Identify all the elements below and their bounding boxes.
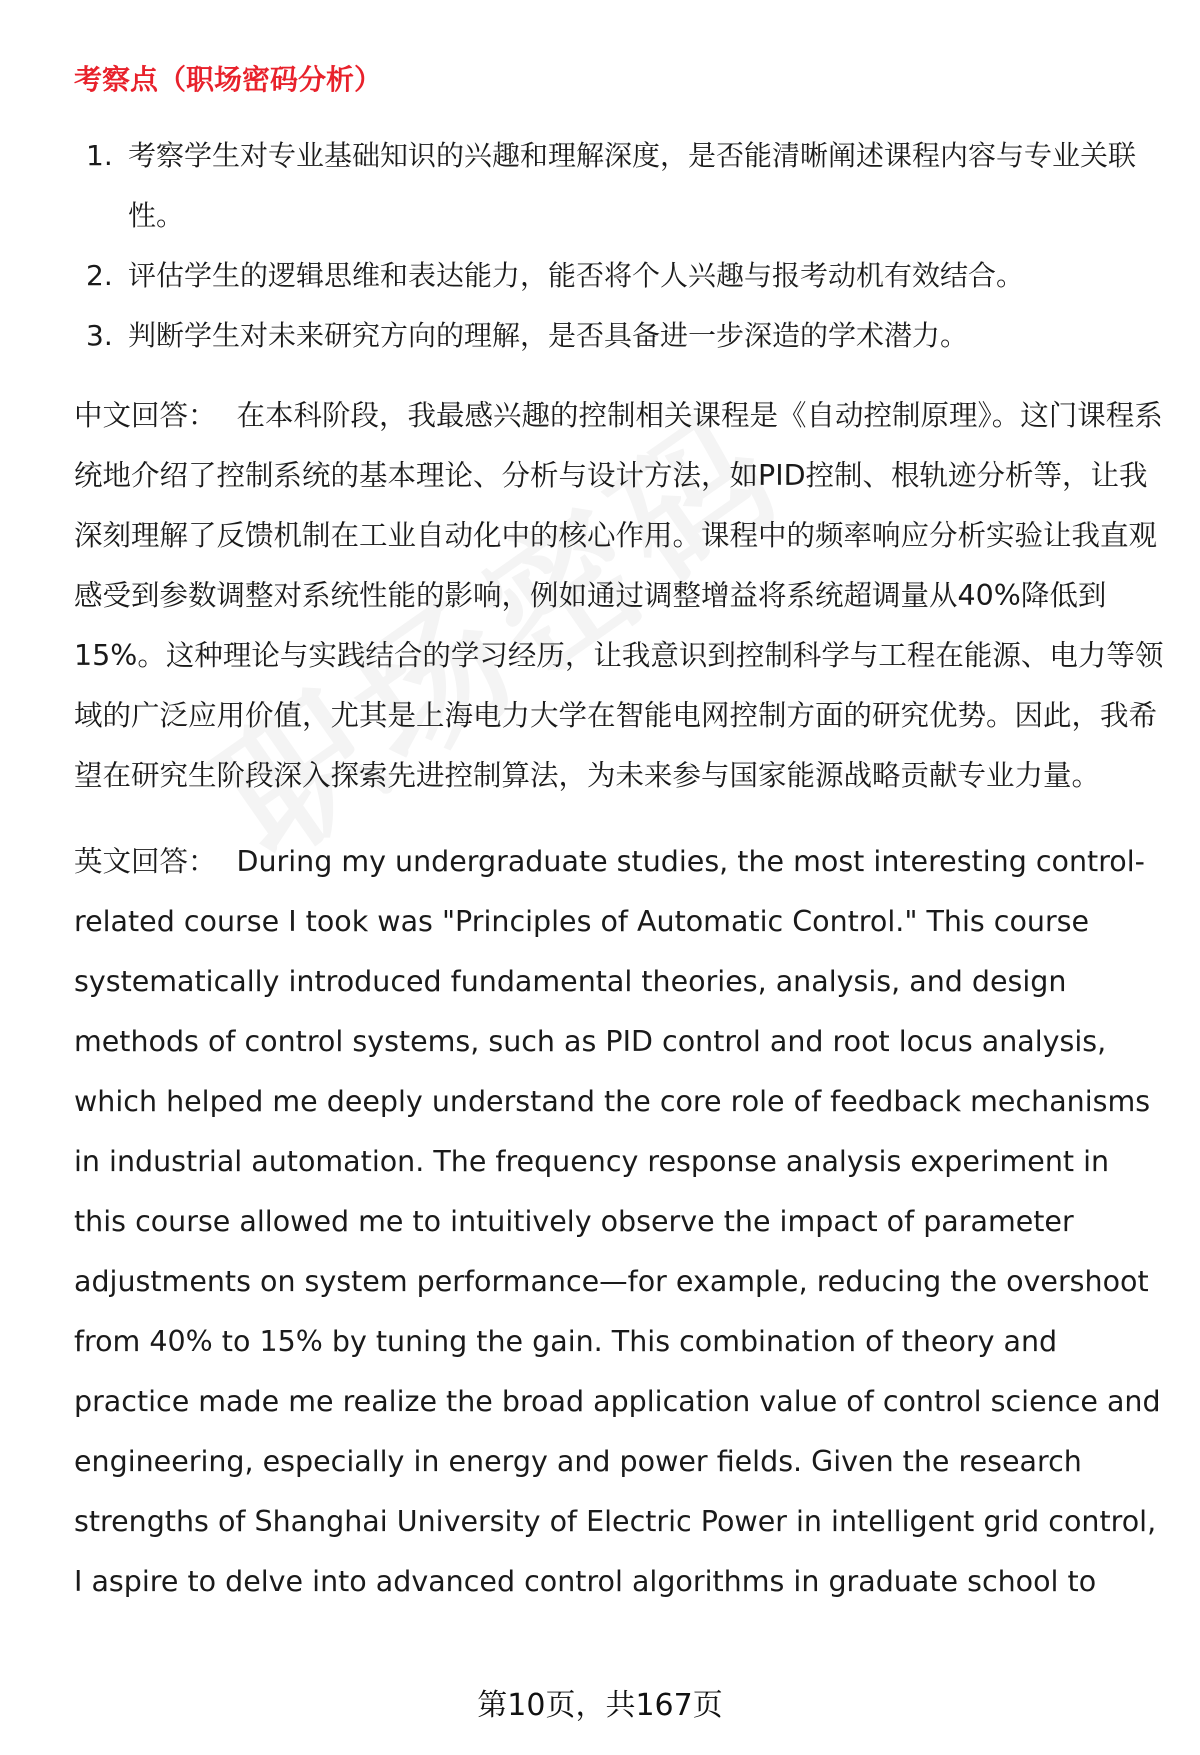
page-content — [74, 56, 1164, 1612]
list-item — [74, 306, 1164, 366]
list-item-text: 评估学生的逻辑思维和表达能力，能否将个人兴趣与报考动机有效结合。 — [128, 259, 1025, 292]
english-answer-label: 英文回答： — [74, 845, 217, 878]
section-heading: 考察点（职场密码分析） — [74, 63, 383, 96]
list-item-number: 3. — [86, 319, 113, 352]
assessment-points-list — [74, 126, 1164, 366]
page-number-footer: 第10页，共167页 — [477, 1688, 723, 1723]
list-item — [74, 246, 1164, 306]
list-item-text: 判断学生对未来研究方向的理解，是否具备进一步深造的学术潜力。 — [128, 319, 969, 352]
chinese-answer-paragraph — [74, 386, 1164, 806]
list-item-number: 1. — [86, 139, 113, 172]
list-item — [74, 126, 1164, 246]
list-item-number: 2. — [86, 259, 113, 292]
english-answer-text: During my undergraduate studies, the most interesting control-related course I took was "Principles of Automatic Control." This course systematically introduced fundamental theories, analysis, and design methods of control systems, such as PID control and root locus analysis, which helped me deeply understand the core role of feedback mechanisms in industrial automation. The frequency response analysis experiment in this course allowed me to intuitively observe the impact of parameter adjustments on system performance—for example, reducing the overshoot from 40% to 15% by tuning the gain. This combination of theory and practice made me realize the broad application value of control science and engineering, especially in energy and power fields. Given the research strengths of Shanghai University of Electric Power in intelligent grid control, I aspire to delve into advanced control algorithms in graduate school to — [74, 845, 1161, 1598]
list-item-text: 考察学生对专业基础知识的兴趣和理解深度，是否能清晰阐述课程内容与专业关联性。 — [128, 139, 1137, 232]
english-answer-paragraph — [74, 832, 1164, 1612]
chinese-answer-label: 中文回答： — [74, 399, 217, 432]
chinese-answer-text: 在本科阶段，我最感兴趣的控制相关课程是《自动控制原理》。这门课程系统地介绍了控制系统的基本理论、分析与设计方法，如PID控制、根轨迹分析等，让我深刻理解了反馈机制在工业自动化中的核心作用。课程中的频率响应分析实验让我直观感受到参数调整对系统性能的影响，例如通过调整增益将系统超调量从40%降低到15%。这种理论与实践结合的学习经历，让我意识到控制科学与工程在能源、电力等领域的广泛应用价值，尤其是上海电力大学在智能电网控制方面的研究优势。因此，我希望在研究生阶段深入探索先进控制算法，为未来参与国家能源战略贡献专业力量。 — [74, 399, 1164, 792]
